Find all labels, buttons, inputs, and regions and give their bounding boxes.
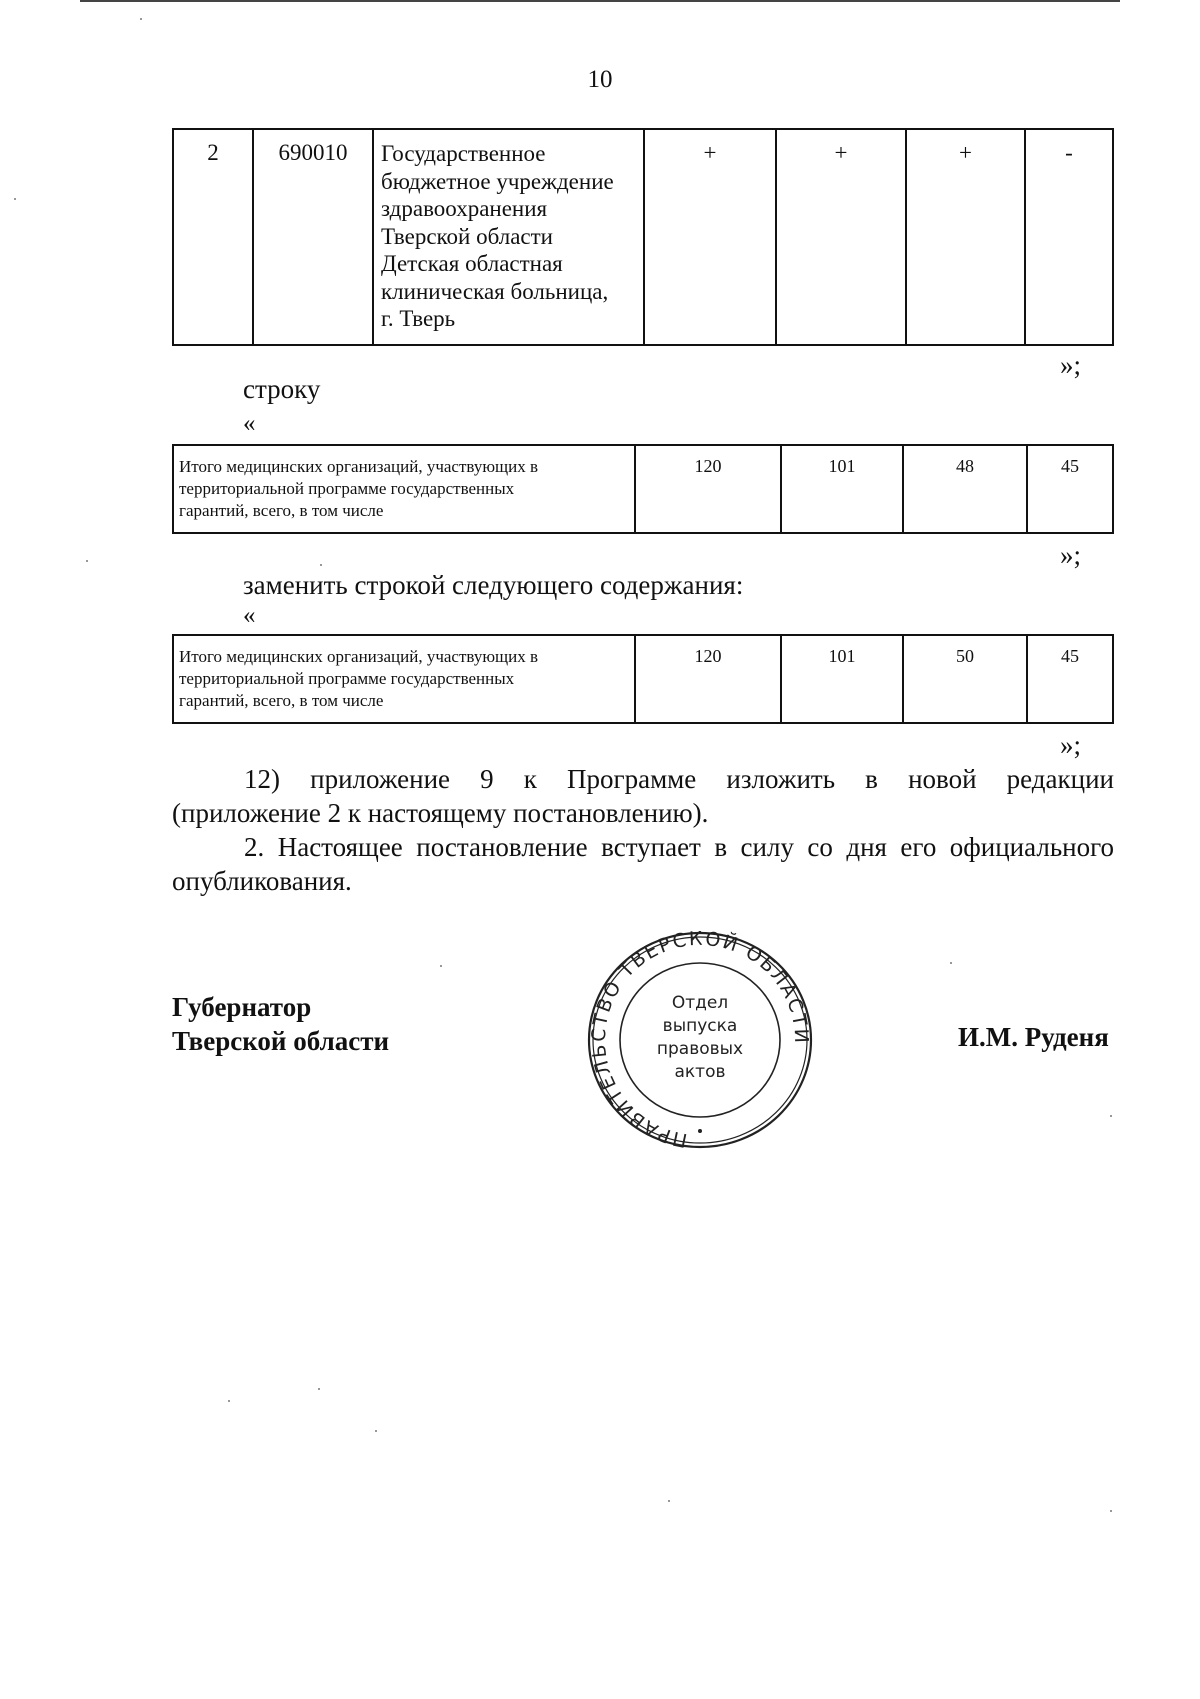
- value-cell: 101: [781, 445, 903, 533]
- organization-name-line: Государственное: [381, 141, 546, 166]
- opening-quote: «: [243, 602, 256, 629]
- row-number-cell: 2: [173, 129, 253, 345]
- total-label-line: Итого медицинских организаций, участвующих в: [179, 457, 539, 476]
- value-cell: 120: [635, 445, 781, 533]
- signatory-title-line: Губернатор: [172, 992, 312, 1022]
- item-2-line: опубликования.: [172, 866, 352, 896]
- item-2-paragraph: [172, 830, 1114, 898]
- item-12-line: (приложение 2 к настоящему постановлению).: [172, 798, 709, 828]
- new-total-table: [172, 634, 1114, 724]
- phrase-replace: заменить строкой следующего содержания:: [243, 570, 744, 600]
- total-label-line: территориальной программе государственных: [179, 479, 515, 498]
- item-12-paragraph: [172, 762, 1114, 830]
- total-label-cell: [173, 445, 635, 533]
- value-cell: 120: [635, 635, 781, 723]
- table-row: [173, 445, 1113, 533]
- scan-speck: [1110, 1115, 1112, 1117]
- organization-name-line: здравоохранения: [381, 196, 548, 221]
- value-cell: -: [1025, 129, 1113, 345]
- seal-center-line: выпуска: [662, 1016, 738, 1036]
- organization-name-line: Тверской области: [381, 223, 553, 249]
- value-cell: 50: [903, 635, 1027, 723]
- organization-code-cell: 690010: [253, 129, 373, 345]
- scan-speck: [318, 1388, 320, 1390]
- value-cell: 48: [903, 445, 1027, 533]
- total-label-line: гарантий, всего, в том числе: [179, 501, 384, 520]
- closing-quote: »;: [1060, 730, 1082, 760]
- scan-speck: [1110, 1510, 1112, 1512]
- seal-center-line: правовых: [656, 1039, 744, 1059]
- scan-speck: [86, 560, 88, 562]
- page-number: 10: [587, 66, 613, 93]
- value-cell: +: [906, 129, 1025, 345]
- signatory-title-line: Тверской области: [172, 1026, 390, 1056]
- item-12-line: 12) приложение 9 к Программе изложить в новой редакции: [244, 764, 1114, 794]
- value-cell: 45: [1027, 445, 1113, 533]
- scan-speck: [14, 198, 16, 200]
- total-label-line: территориальной программе государственных: [179, 669, 515, 688]
- scan-speck: [440, 965, 442, 967]
- closing-quote: »;: [1060, 540, 1082, 570]
- item-2-line: 2. Настоящее постановление вступает в силу со дня его официального: [244, 832, 1114, 862]
- signatory-name: И.М. Руденя: [958, 1022, 1109, 1052]
- old-total-table: [172, 444, 1114, 534]
- table-row: [173, 635, 1113, 723]
- scan-top-edge-line: [80, 0, 1120, 2]
- scan-speck: [320, 564, 322, 566]
- table-row: [173, 129, 1113, 345]
- opening-quote: «: [243, 410, 256, 437]
- seal-center-line: Отдел: [671, 993, 729, 1013]
- phrase-row: строку: [243, 374, 321, 404]
- organization-name-line: Детская областная: [381, 251, 563, 276]
- signatory-title: [172, 990, 389, 1058]
- value-cell: 101: [781, 635, 903, 723]
- seal-center-line: актов: [674, 1062, 726, 1082]
- total-label-cell: [173, 635, 635, 723]
- official-seal: [580, 924, 820, 1154]
- value-cell: +: [644, 129, 776, 345]
- total-label-line: Итого медицинских организаций, участвующих в: [179, 647, 539, 666]
- organization-name-line: бюджетное учреждение: [381, 168, 614, 194]
- total-label-line: гарантий, всего, в том числе: [179, 691, 384, 710]
- scan-speck: [668, 1500, 670, 1502]
- scan-speck: [228, 1400, 230, 1402]
- organization-name-cell: [373, 129, 644, 345]
- organization-table-row: [172, 128, 1114, 346]
- value-cell: 45: [1027, 635, 1113, 723]
- seal-ring-text: ПРАВИТЕЛЬСТВО ТВЕРСКОЙ ОБЛАСТИ: [587, 927, 813, 1152]
- value-cell: +: [776, 129, 906, 345]
- closing-quote: »;: [1060, 350, 1082, 380]
- scan-speck: [950, 962, 952, 964]
- seal-star-mark: [698, 1129, 702, 1133]
- organization-name-line: клиническая больница,: [381, 278, 609, 304]
- scan-speck: [375, 1430, 377, 1432]
- organization-name-line: г. Тверь: [381, 306, 456, 331]
- scan-speck: [140, 18, 142, 20]
